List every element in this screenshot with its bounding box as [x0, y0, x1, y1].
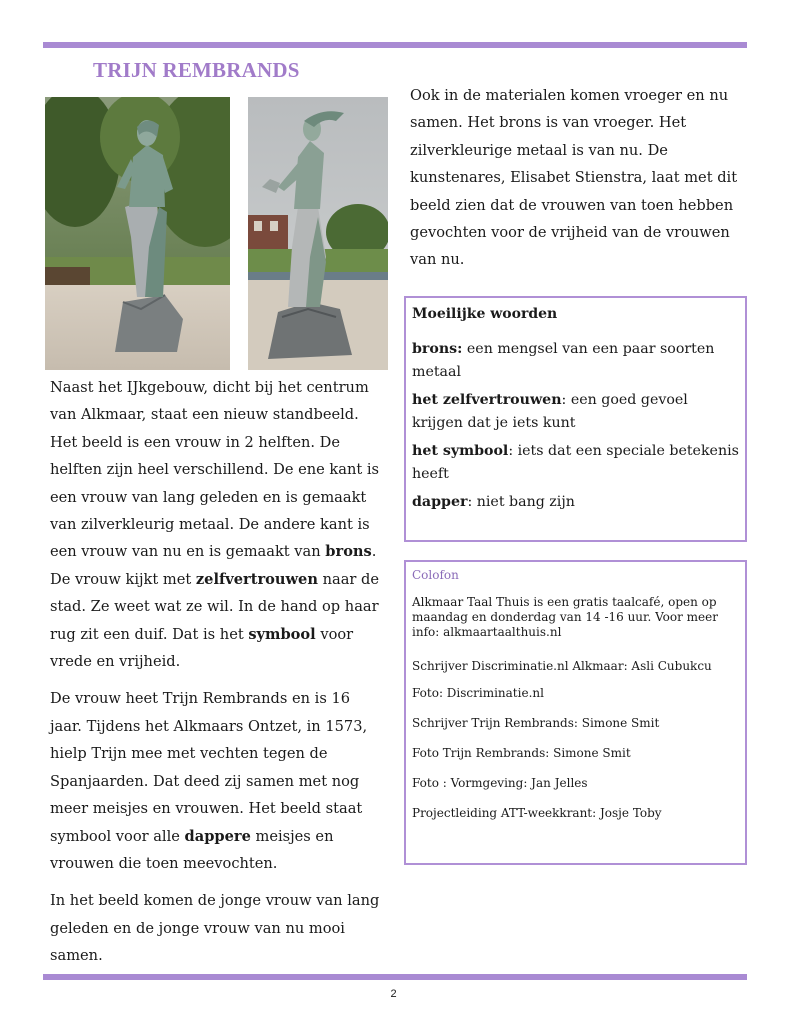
bottom-rule: [43, 974, 747, 980]
word-entry: [412, 338, 739, 384]
colofon-credit: Foto Trijn Rembrands: Simone Smit: [412, 746, 631, 760]
word-term: dapper: [412, 494, 468, 510]
colofon-credit: Projectleiding ATT-weekkrant: Josje Toby: [412, 806, 662, 820]
colofon-intro: Alkmaar Taal Thuis is een gratis taalcafé, open op maandag en donderdag van 14 -16 uur. Voor meer info: alkmaartaalthuis.nl: [412, 595, 718, 639]
article-body: [50, 374, 385, 980]
article-title: TRIJN REMBRANDS: [93, 58, 300, 82]
word-term: het symbool: [412, 443, 509, 459]
article-paragraph: In het beeld komen de jonge vrouw van lang geleden en de jonge vrouw van nu mooi samen.: [50, 892, 380, 965]
colofon-credit: Schrijver Discriminatie.nl Alkmaar: Asli Cubukcu: [412, 659, 712, 673]
bold-term: zelfvertrouwen: [195, 570, 318, 588]
materials-paragraph: Ook in de materialen komen vroeger en nu samen. Het brons is van vroeger. Het zilverkleurige metaal is van nu. De kunstenares, Elisabet Stienstra, laat met dit beeld zien dat de vrouwen van toen hebben gevochten voor de vrijheid van de vrouwen van nu.: [410, 87, 738, 269]
article-paragraph: Naast het IJkgebouw, dicht bij het centrum van Alkmaar, staat een nieuw standbeeld. Het beeld is een vrouw in 2 helften. De helften zijn heel verschillend. De ene kant is een vrouw van lang geleden en is gemaakt van zilverkleurig metaal. De andere kant is een vrouw van nu en is gemaakt van brons. De vrouw kijkt met zelfvertrouwen naar de stad. Ze weet wat ze wil. In de hand op haar rug zit een duif. Dat is het symbool voor vrede en vrijheid.: [50, 379, 380, 671]
word-entry: [412, 491, 739, 514]
word-definition: : niet bang zijn: [467, 494, 575, 510]
statue-photo-side: [248, 97, 388, 370]
word-entry: [412, 440, 739, 486]
difficult-words-heading: Moeilijke woorden: [412, 306, 558, 322]
word-definition: een mengsel van een paar soorten metaal: [412, 341, 715, 380]
word-entry: [412, 389, 739, 435]
word-definition: : een goed gevoel krijgen dat je iets kunt: [412, 392, 688, 431]
top-rule: [43, 42, 747, 48]
word-term: brons:: [412, 341, 463, 357]
word-term: het zelfvertrouwen: [412, 392, 562, 408]
bold-term: symbool: [248, 625, 316, 643]
page-number: 2: [390, 988, 397, 1000]
difficult-words-box: [404, 296, 747, 542]
bold-term: brons: [325, 543, 372, 561]
colofon-credit: Foto: Discriminatie.nl: [412, 686, 544, 700]
colofon-credit: Foto : Vormgeving: Jan Jelles: [412, 776, 588, 790]
statue-photo-front: [45, 97, 230, 370]
word-definition: : iets dat een speciale betekenis heeft: [412, 443, 739, 482]
bold-term: dappere: [184, 827, 251, 845]
colofon-credit: Schrijver Trijn Rembrands: Simone Smit: [412, 716, 660, 730]
article-paragraph: De vrouw heet Trijn Rembrands en is 16 jaar. Tijdens het Alkmaars Ontzet, in 1573, hielp Trijn mee met vechten tegen de Spanjaarden. Dat deed zij samen met nog meer meisjes en vrouwen. Het beeld staat symbool voor alle dappere meisjes en vrouwen die toen meevochten.: [50, 690, 368, 872]
colofon-heading: Colofon: [412, 568, 459, 582]
colofon-box: [404, 560, 747, 865]
